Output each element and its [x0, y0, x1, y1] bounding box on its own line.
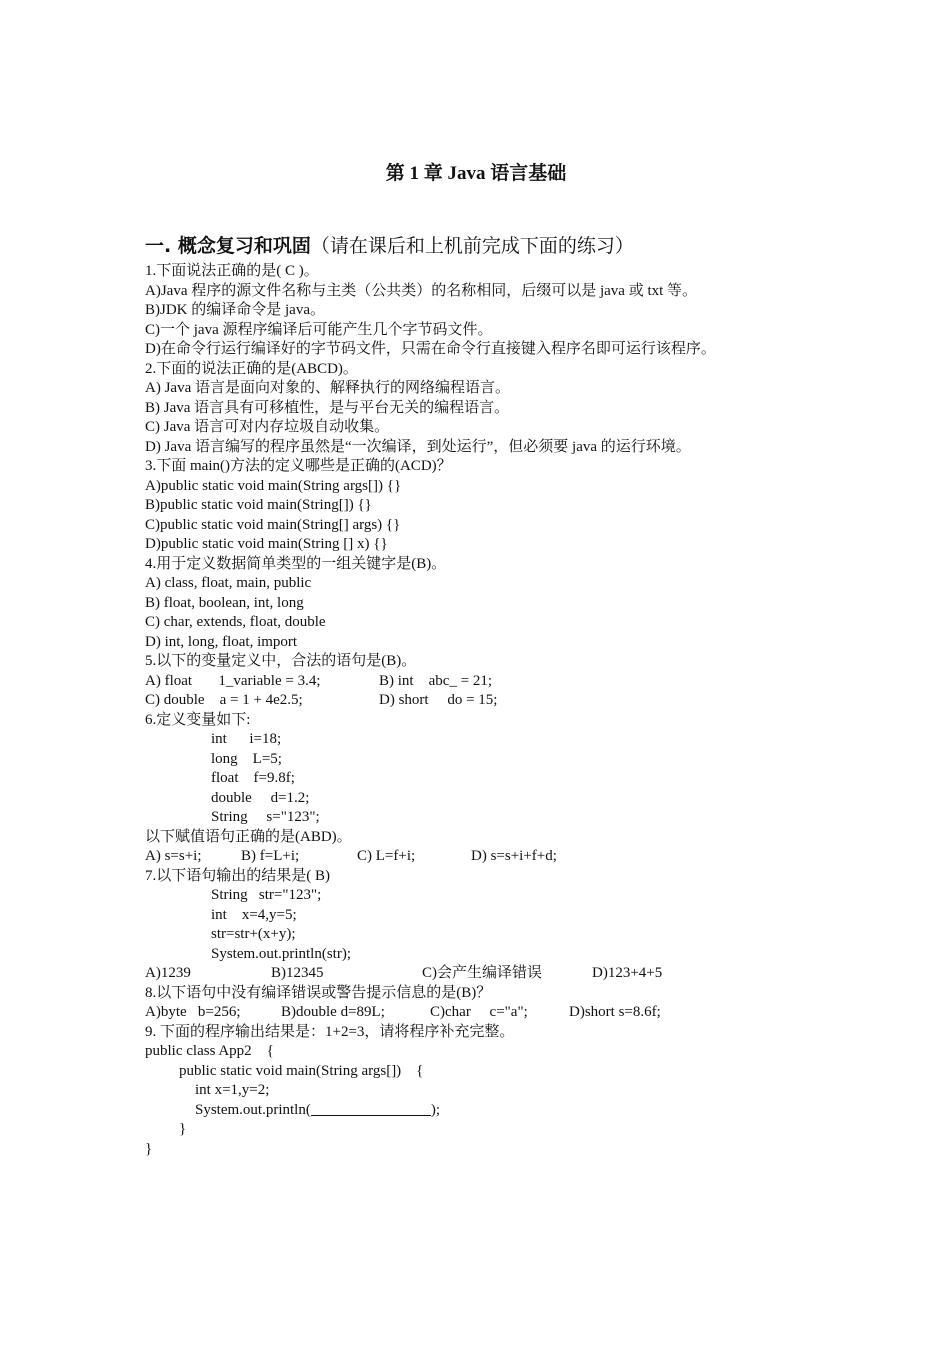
q1-option-d: D)在命令行运行编译好的字节码文件，只需在命令行直接键入程序名即可运行该程序。 — [145, 341, 716, 357]
q4-option-b: B) float, boolean, int, long — [145, 594, 304, 611]
q6-option-d: D) s=s+i+f+d; — [471, 848, 557, 864]
q3-option-d: D)public static void main(String [] x) {} — [145, 536, 388, 552]
q2-stem: 2.下面的说法正确的是(ABCD)。 — [145, 360, 358, 377]
q4-option-c: C) char, extends, float, double — [145, 614, 326, 630]
q2-option-a: A) Java 语言是面向对象的、解释执行的网络编程语言。 — [145, 380, 510, 396]
q1-option-a: A)Java 程序的源文件名称与主类（公共类）的名称相同，后缀可以是 java 或 txt 等。 — [145, 282, 698, 299]
q5-option-d: D) short do = 15; — [379, 692, 498, 708]
q5-option-c: C) double a = 1 + 4e2.5; — [145, 692, 303, 708]
q2-option-d: D) Java 语言编写的程序虽然是“一次编译，到处运行”，但必须要 java 的运行环境。 — [145, 438, 691, 455]
q2-option-b: B) Java 语言具有可移植性，是与平台无关的编程语言。 — [145, 399, 510, 416]
q9-code-line: public static void main(String args[]) { — [179, 1062, 424, 1079]
q7-option-a: A)1239 — [145, 965, 191, 981]
section-heading-bold: 一. 概念复习和巩固 — [145, 235, 311, 257]
q1-stem: 1.下面说法正确的是( C )。 — [145, 263, 319, 279]
q6-code-line: long L=5; — [211, 750, 282, 767]
q9-code-line: } — [179, 1121, 187, 1137]
q6-question: 以下赋值语句正确的是(ABD)。 — [145, 828, 352, 845]
q7-code-line: String str="123"; — [211, 887, 322, 903]
q8-option-d: D)short s=8.6f; — [569, 1004, 661, 1020]
q9-code-println — [145, 1101, 825, 1121]
q6-option-c: C) L=f+i; — [357, 848, 416, 864]
q4-option-a: A) class, float, main, public — [145, 575, 312, 591]
q7-code-line: int x=4,y=5; — [211, 906, 297, 923]
q6-code-line: int i=18; — [211, 731, 282, 747]
exercise-body — [145, 262, 825, 1159]
section-heading — [145, 232, 634, 260]
q9-println-prefix: System.out.println( — [195, 1101, 311, 1118]
q1-option-c: C)一个 java 源程序编译后可能产生几个字节码文件。 — [145, 321, 493, 338]
q8-option-b: B)double d=89L; — [281, 1004, 385, 1020]
q7-option-c: C)会产生编译错误 — [422, 965, 543, 981]
q7-stem: 7.以下语句输出的结果是( B) — [145, 867, 330, 884]
q9-code-line: public class App2 { — [145, 1043, 274, 1059]
q9-stem: 9. 下面的程序输出结果是：1+2=3，请将程序补充完整。 — [145, 1023, 515, 1040]
q8-option-c: C)char c="a"; — [430, 1004, 528, 1020]
q5-option-a: A) float 1_variable = 3.4; — [145, 672, 321, 689]
q9-println-suffix: ); — [430, 1101, 441, 1118]
q7-code-line: str=str+(x+y); — [211, 926, 296, 942]
q9-code-line: } — [145, 1140, 153, 1157]
q3-option-a: A)public static void main(String args[]) {} — [145, 477, 402, 494]
q6-code-line: double d=1.2; — [211, 789, 310, 806]
q6-stem: 6.定义变量如下: — [145, 711, 251, 728]
q6-code-line: float f=9.8f; — [211, 770, 295, 786]
q2-option-c: C) Java 语言可对内存垃圾自动收集。 — [145, 419, 390, 435]
q5-options-row-1 — [145, 672, 825, 692]
q6-option-a: A) s=s+i; — [145, 848, 202, 864]
q1-option-b: B)JDK 的编译命令是 java。 — [145, 302, 325, 318]
q3-option-b: B)public static void main(String[]) {} — [145, 497, 372, 513]
q6-option-b: B) f=L+i; — [241, 848, 300, 864]
q5-options-row-2 — [145, 691, 825, 711]
q5-option-b: B) int abc_ = 21; — [379, 672, 493, 689]
q7-option-d: D)123+4+5 — [592, 965, 663, 981]
q9-code-line: int x=1,y=2; — [195, 1082, 270, 1098]
q7-code-line: System.out.println(str); — [211, 945, 351, 962]
chapter-title: 第 1 章 Java 语言基础 — [385, 163, 567, 184]
q3-option-c: C)public static void main(String[] args) {} — [145, 516, 401, 533]
q7-option-b: B)12345 — [271, 965, 324, 981]
q8-stem: 8.以下语句中没有编译错误或警告提示信息的是(B)？ — [145, 984, 492, 1001]
q3-stem: 3.下面 main()方法的定义哪些是正确的(ACD)？ — [145, 458, 452, 474]
q8-option-a: A)byte b=256; — [145, 1004, 241, 1020]
q8-options-row — [145, 1003, 825, 1023]
q7-options-row — [145, 964, 825, 984]
q6-code-line: String s="123"; — [211, 809, 320, 825]
q5-stem: 5.以下的变量定义中，合法的语句是(B)。 — [145, 653, 417, 669]
q9-answer-blank[interactable] — [311, 1101, 431, 1116]
q6-options-row — [145, 847, 825, 867]
section-heading-note: （请在课后和上机前完成下面的练习） — [310, 235, 634, 257]
q4-stem: 4.用于定义数据简单类型的一组关键字是(B)。 — [145, 555, 447, 572]
q4-option-d: D) int, long, float, import — [145, 633, 298, 650]
